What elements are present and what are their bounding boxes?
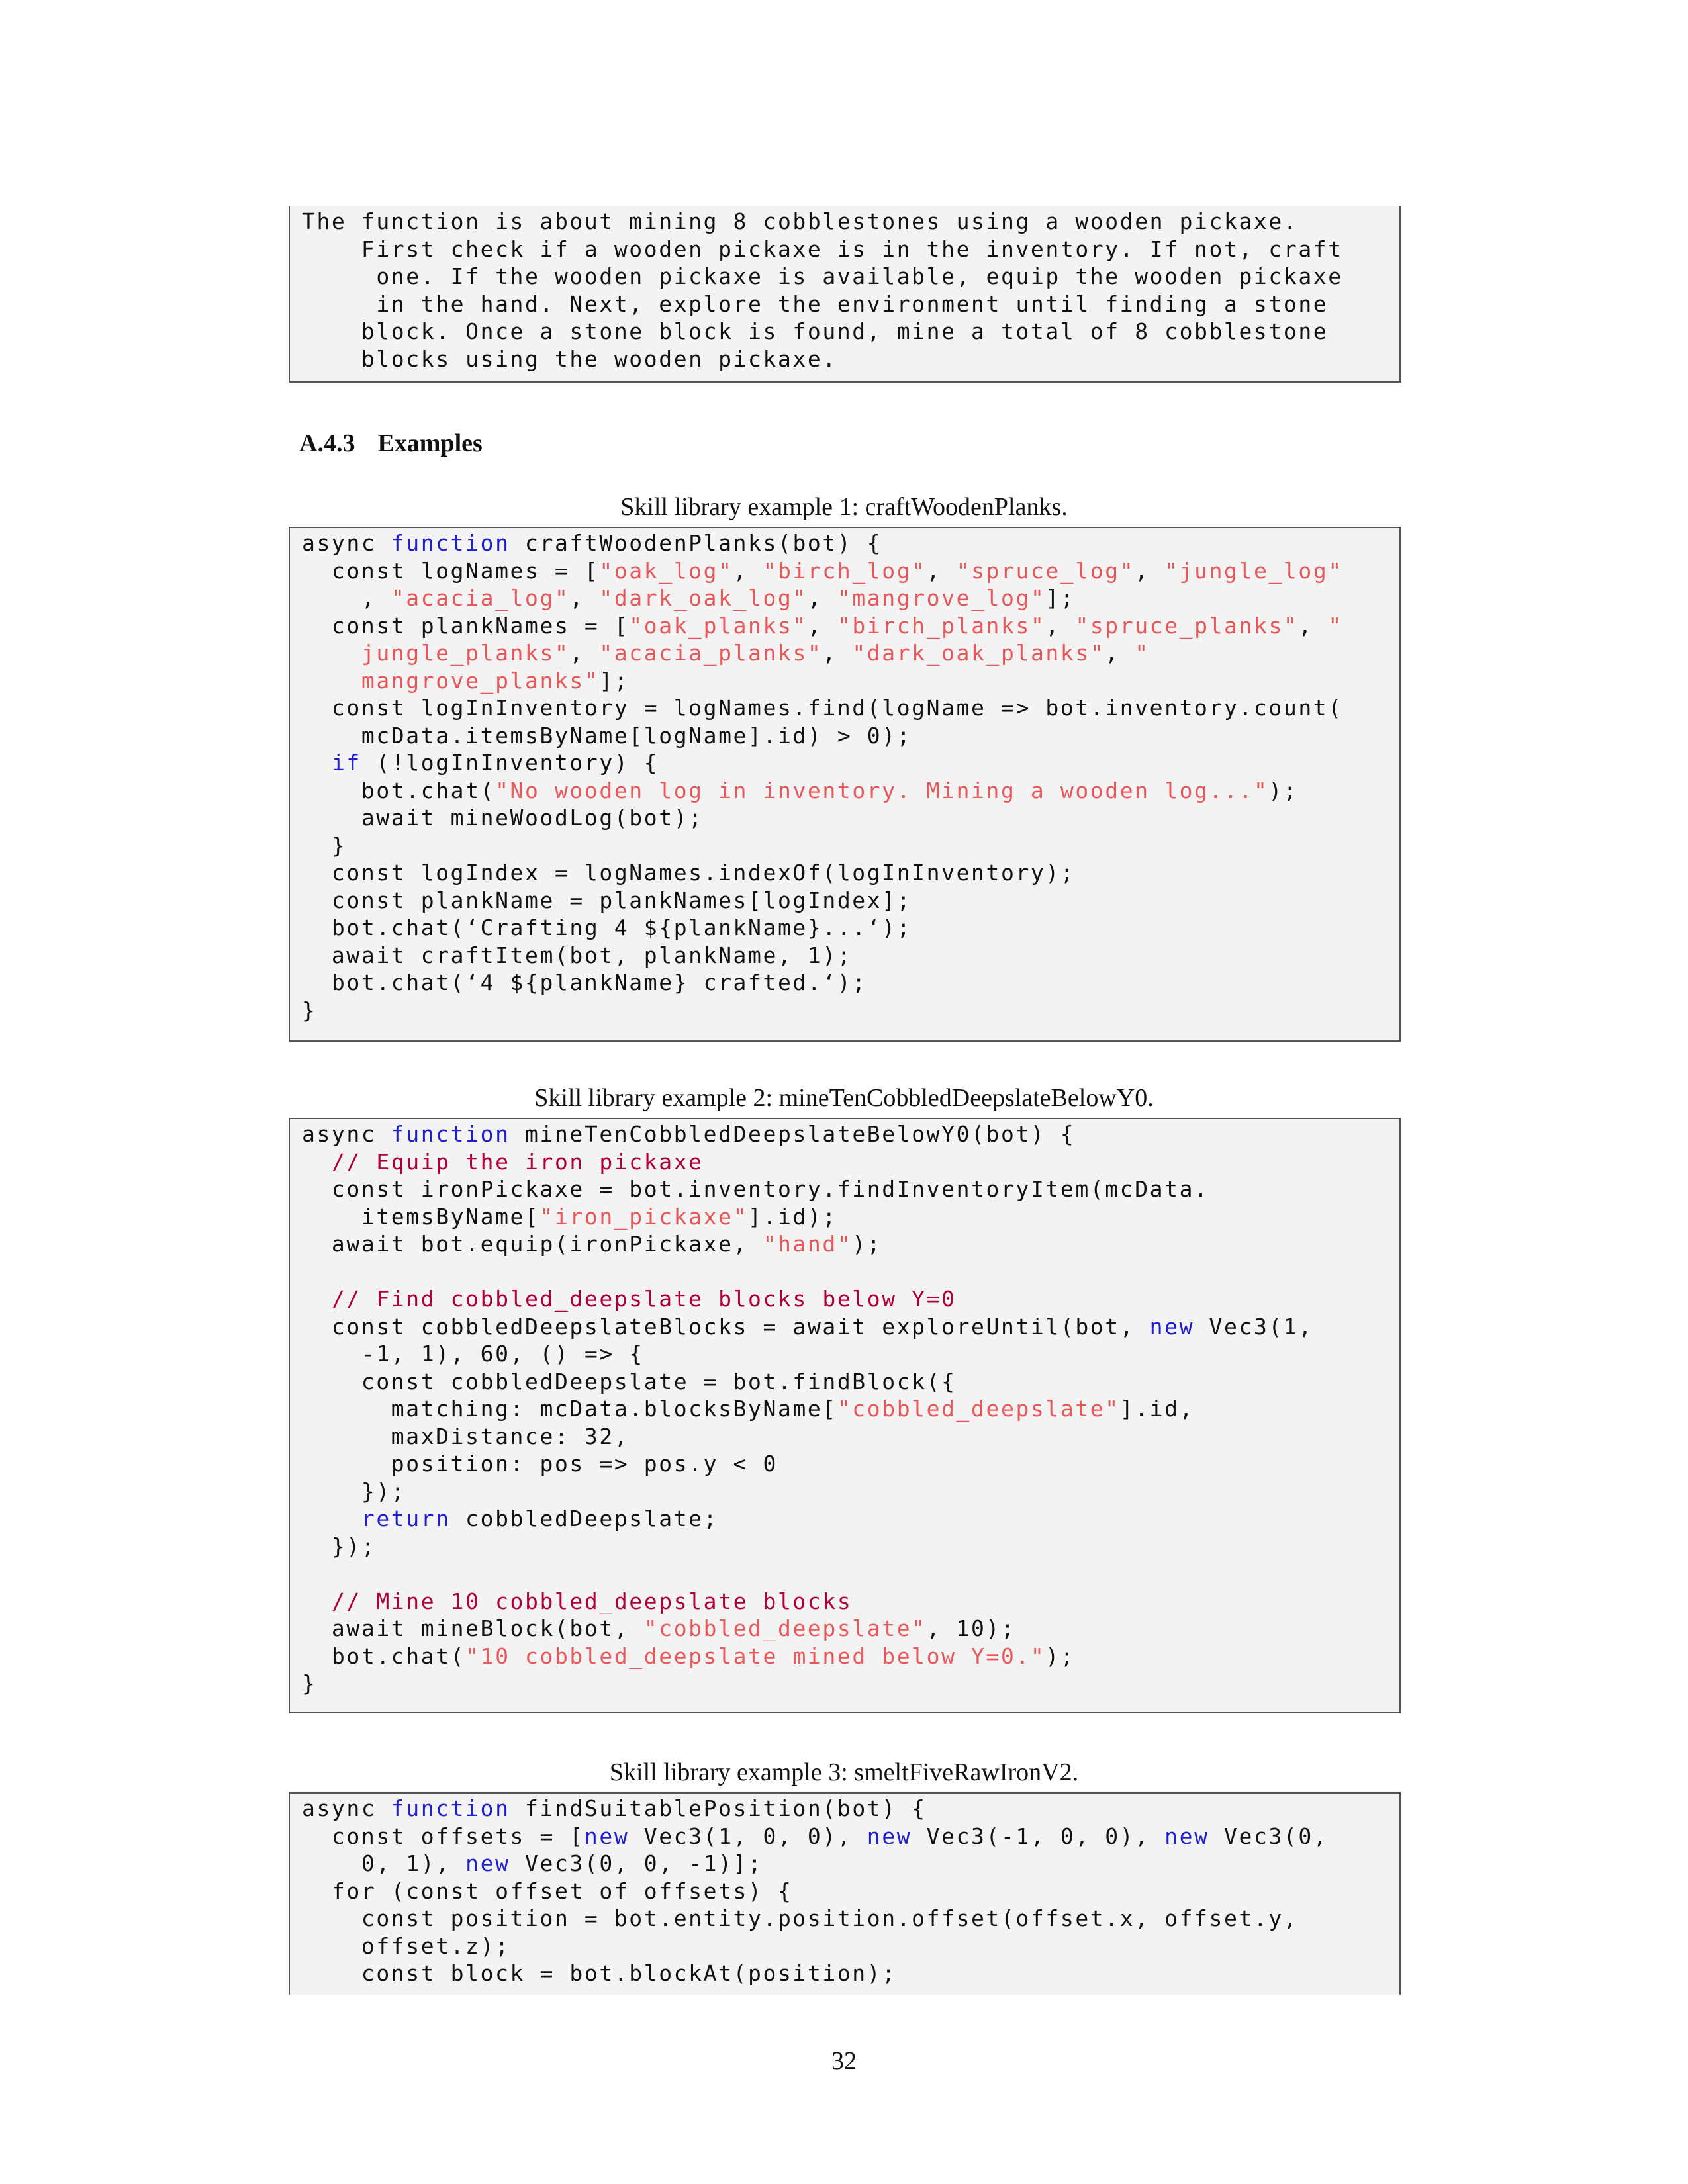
code-token: if (331, 750, 361, 776)
code-token: const logNames = [ (302, 557, 600, 584)
code-token: new (1149, 1313, 1195, 1340)
code-token: ); (852, 1231, 882, 1257)
code-token: ]; (1045, 585, 1076, 611)
code-line (302, 942, 1390, 970)
code-token: await craftItem(bot, plankName, 1); (302, 942, 853, 968)
code-line (302, 1423, 1390, 1451)
code-token: }); (302, 1533, 377, 1559)
code-token: const block = bot.blockAt(position); (302, 1960, 897, 1986)
code-token: Vec3(0, (1209, 1823, 1329, 1849)
code-line (302, 1615, 1390, 1643)
code-token: await mineWoodLog(bot); (302, 805, 704, 831)
code-token: await mineBlock(bot, (302, 1615, 644, 1641)
code-token: , (733, 557, 763, 584)
code-token: const cobbledDeepslate = bot.findBlock({ (302, 1368, 957, 1394)
code-token: , (1105, 640, 1135, 666)
code-token: new (1164, 1823, 1209, 1849)
code-token: First check if a wooden pickaxe is in the inventory. If not, craft (302, 236, 1343, 262)
code-line (289, 667, 1401, 695)
code-token: bot.chat( (302, 777, 496, 803)
code-token: -1, 1), 60, () => { (302, 1341, 644, 1367)
code-line (302, 914, 1390, 942)
code-token: jungle_planks" (361, 640, 570, 666)
code-line (302, 1340, 1390, 1368)
code-token: function (391, 1121, 510, 1147)
code-token: async (302, 1796, 391, 1821)
code-line (302, 1588, 1390, 1615)
code-token: ].id); (748, 1203, 837, 1230)
code-line (302, 1878, 1390, 1905)
code-token: Vec3(0, 0, -1)]; (510, 1850, 763, 1876)
example-1-code-block (289, 527, 1401, 1042)
section-number: A.4.3 (299, 430, 355, 457)
code-line (302, 1560, 1390, 1588)
code-token: "cobbled_deepslate" (643, 1615, 927, 1641)
code-token: 0, 1), (302, 1850, 466, 1876)
code-token: "oak_log" (599, 557, 733, 584)
code-token: const plankNames = [ (302, 612, 630, 639)
code-token: "acacia_log" (391, 585, 570, 611)
code-line (302, 1505, 1390, 1533)
example-2-code-block (289, 1118, 1401, 1713)
code-line (302, 694, 1390, 722)
code-token: "birch_planks" (837, 612, 1046, 639)
code-token: // Equip the iron pickaxe (331, 1148, 704, 1175)
code-token: offset.z); (302, 1933, 510, 1959)
code-token: bot.chat( (302, 1643, 466, 1669)
code-token: const logInInventory = logNames.find(logName => bot.inventory.count( (302, 695, 1343, 721)
code-line (302, 887, 1390, 915)
code-line (302, 722, 1390, 750)
code-token: ].id, (1119, 1396, 1195, 1422)
code-token: blocks using the wooden pickaxe. (302, 345, 837, 372)
code-token: "mangrove_log" (837, 585, 1046, 611)
example-2-caption: Skill library example 2: mineTenCobbledDeepslateBelowY0. (534, 1084, 1154, 1112)
code-token: one. If the wooden pickaxe is available, equip the wooden pickaxe (302, 263, 1343, 289)
code-line (302, 997, 1390, 1024)
code-token (302, 1286, 332, 1312)
code-token: } (302, 997, 317, 1023)
code-line (302, 1285, 1390, 1313)
code-line (302, 749, 1390, 777)
code-line (302, 1120, 1390, 1148)
code-line (302, 1450, 1390, 1478)
code-line (302, 1823, 1390, 1850)
code-token: "dark_oak_planks" (852, 640, 1105, 666)
code-line (302, 1478, 1390, 1506)
code-token: ); (1045, 1643, 1076, 1669)
code-token: , (302, 585, 391, 611)
code-token: const offsets = [ (302, 1823, 585, 1849)
code-token: return (361, 1506, 451, 1531)
code-token: const ironPickaxe = bot.inventory.findInventoryItem(mcData. (302, 1176, 1209, 1202)
code-line (302, 1960, 1390, 1987)
code-token: async (302, 1121, 391, 1147)
code-token (302, 668, 361, 694)
code-line (302, 832, 1390, 860)
code-token: const cobbledDeepslateBlocks = await exploreUntil(bot, (302, 1313, 1150, 1340)
code-token: in the hand. Next, explore the environment until finding a stone (302, 291, 1329, 317)
code-line (302, 1933, 1390, 1960)
code-line (302, 529, 1390, 557)
code-token: Vec3(-1, 0, 0), (912, 1823, 1165, 1849)
code-token: const position = bot.entity.position.offset(offset.x, offset.y, (302, 1905, 1299, 1931)
code-token: maxDistance: 32, (302, 1423, 630, 1449)
code-token: "jungle_log" (1164, 557, 1343, 584)
code-token: (!logInInventory) { (361, 750, 659, 776)
code-token: function (391, 1796, 510, 1821)
code-token: Vec3(1, (1194, 1313, 1313, 1340)
code-token (302, 1588, 332, 1614)
code-token: // Find cobbled_deepslate blocks below Y=0 (331, 1286, 957, 1312)
code-token: bot.chat(‘Crafting 4 ${plankName}...‘); (302, 915, 912, 940)
code-token: itemsByName[ (302, 1203, 540, 1230)
page-number: 32 (831, 2047, 857, 2075)
code-line (302, 345, 1390, 373)
code-line (289, 639, 1401, 667)
code-token: const logIndex = logNames.indexOf(logInInventory); (302, 860, 1076, 886)
section-heading (299, 429, 483, 458)
code-token: "spruce_log" (956, 557, 1135, 584)
code-token (302, 1506, 361, 1531)
code-line (302, 1795, 1390, 1823)
code-line (302, 263, 1390, 291)
code-token: The function is about mining 8 cobblestones using a wooden pickaxe. (302, 208, 1299, 234)
code-token: craftWoodenPlanks(bot) { (510, 530, 882, 556)
code-line (302, 318, 1390, 345)
code-line (302, 1203, 1390, 1231)
code-token: Vec3(1, 0, 0), (629, 1823, 867, 1849)
code-token: ]; (599, 667, 630, 694)
code-line (302, 1175, 1390, 1203)
code-token: "No wooden log in inventory. Mining a wooden log..." (495, 777, 1269, 803)
code-token: , (1045, 612, 1076, 639)
code-token: "spruce_planks" (1075, 612, 1299, 639)
code-line (302, 777, 1390, 805)
code-line (302, 1905, 1390, 1933)
code-token: bot.chat(‘4 ${plankName} crafted.‘); (302, 970, 867, 995)
code-line (302, 208, 1390, 236)
code-token: new (584, 1823, 630, 1849)
code-line (302, 1670, 1390, 1698)
code-token: "iron_pickaxe" (539, 1203, 749, 1230)
code-line (302, 1850, 1390, 1878)
code-token (302, 750, 332, 776)
code-token: , (1135, 557, 1165, 584)
code-token: "oak_planks" (629, 612, 808, 639)
section-title: Examples (377, 430, 483, 457)
example-3-caption: Skill library example 3: smeltFiveRawIronV2. (609, 1758, 1079, 1786)
code-token: , (569, 640, 600, 666)
code-token: } (302, 832, 347, 858)
code-token: , (807, 612, 837, 639)
code-token: }); (302, 1478, 406, 1504)
code-line (302, 1148, 1390, 1176)
code-token: "birch_log" (763, 557, 927, 584)
code-line (302, 1230, 1390, 1258)
code-token: "dark_oak_log" (599, 585, 808, 611)
code-token (302, 1149, 332, 1175)
code-token: function (391, 530, 510, 556)
code-token: mineTenCobbledDeepslateBelowY0(bot) { (510, 1121, 1076, 1147)
code-token: async (302, 530, 391, 556)
code-token: " (1328, 612, 1343, 639)
code-line (302, 1313, 1390, 1341)
code-line (302, 1395, 1390, 1423)
code-token: } (302, 1670, 317, 1696)
code-token: "cobbled_deepslate" (837, 1396, 1120, 1422)
code-token: new (465, 1850, 510, 1876)
code-token: mcData.itemsByName[logName].id) > 0); (302, 722, 912, 749)
code-token: , (807, 585, 837, 611)
code-token: "10 cobbled_deepslate mined below Y=0." (465, 1643, 1046, 1669)
code-line (289, 584, 1401, 612)
code-token: , 10); (926, 1615, 1016, 1641)
code-token: , (822, 640, 853, 666)
code-line (302, 236, 1390, 263)
code-token: matching: mcData.blocksByName[ (302, 1396, 837, 1422)
code-token: ); (1268, 777, 1299, 803)
code-token: "hand" (763, 1231, 853, 1257)
code-token: block. Once a stone block is found, mine a total of 8 cobblestone (302, 318, 1329, 344)
code-token: // Mine 10 cobbled_deepslate blocks (331, 1588, 853, 1614)
code-token: , (569, 585, 600, 611)
code-line (302, 1368, 1390, 1396)
code-line (289, 612, 1401, 640)
code-token: "acacia_planks" (599, 640, 823, 666)
code-token: cobbledDeepslate; (450, 1506, 719, 1531)
code-token: , (926, 557, 957, 584)
example-3-code-block (289, 1792, 1401, 1995)
code-line (302, 557, 1390, 585)
code-line (302, 804, 1390, 832)
code-token: position: pos => pos.y < 0 (302, 1451, 778, 1477)
description-code-block (289, 206, 1401, 383)
code-token: " (1135, 640, 1150, 666)
code-token: new (867, 1823, 912, 1849)
code-line (302, 1258, 1390, 1286)
code-line (302, 859, 1390, 887)
code-line (302, 1533, 1390, 1561)
code-token: findSuitablePosition(bot) { (510, 1796, 927, 1821)
code-token: await bot.equip(ironPickaxe, (302, 1231, 763, 1257)
code-line (302, 969, 1390, 997)
code-token: mangrove_planks" (361, 667, 600, 694)
code-line (302, 1643, 1390, 1670)
code-token: const plankName = plankNames[logIndex]; (302, 887, 912, 913)
code-token: , (1298, 612, 1329, 639)
code-line (302, 291, 1390, 318)
code-token: for (const offset of offsets) { (302, 1878, 793, 1904)
example-1-caption: Skill library example 1: craftWoodenPlanks. (620, 493, 1068, 521)
code-token (302, 640, 361, 666)
